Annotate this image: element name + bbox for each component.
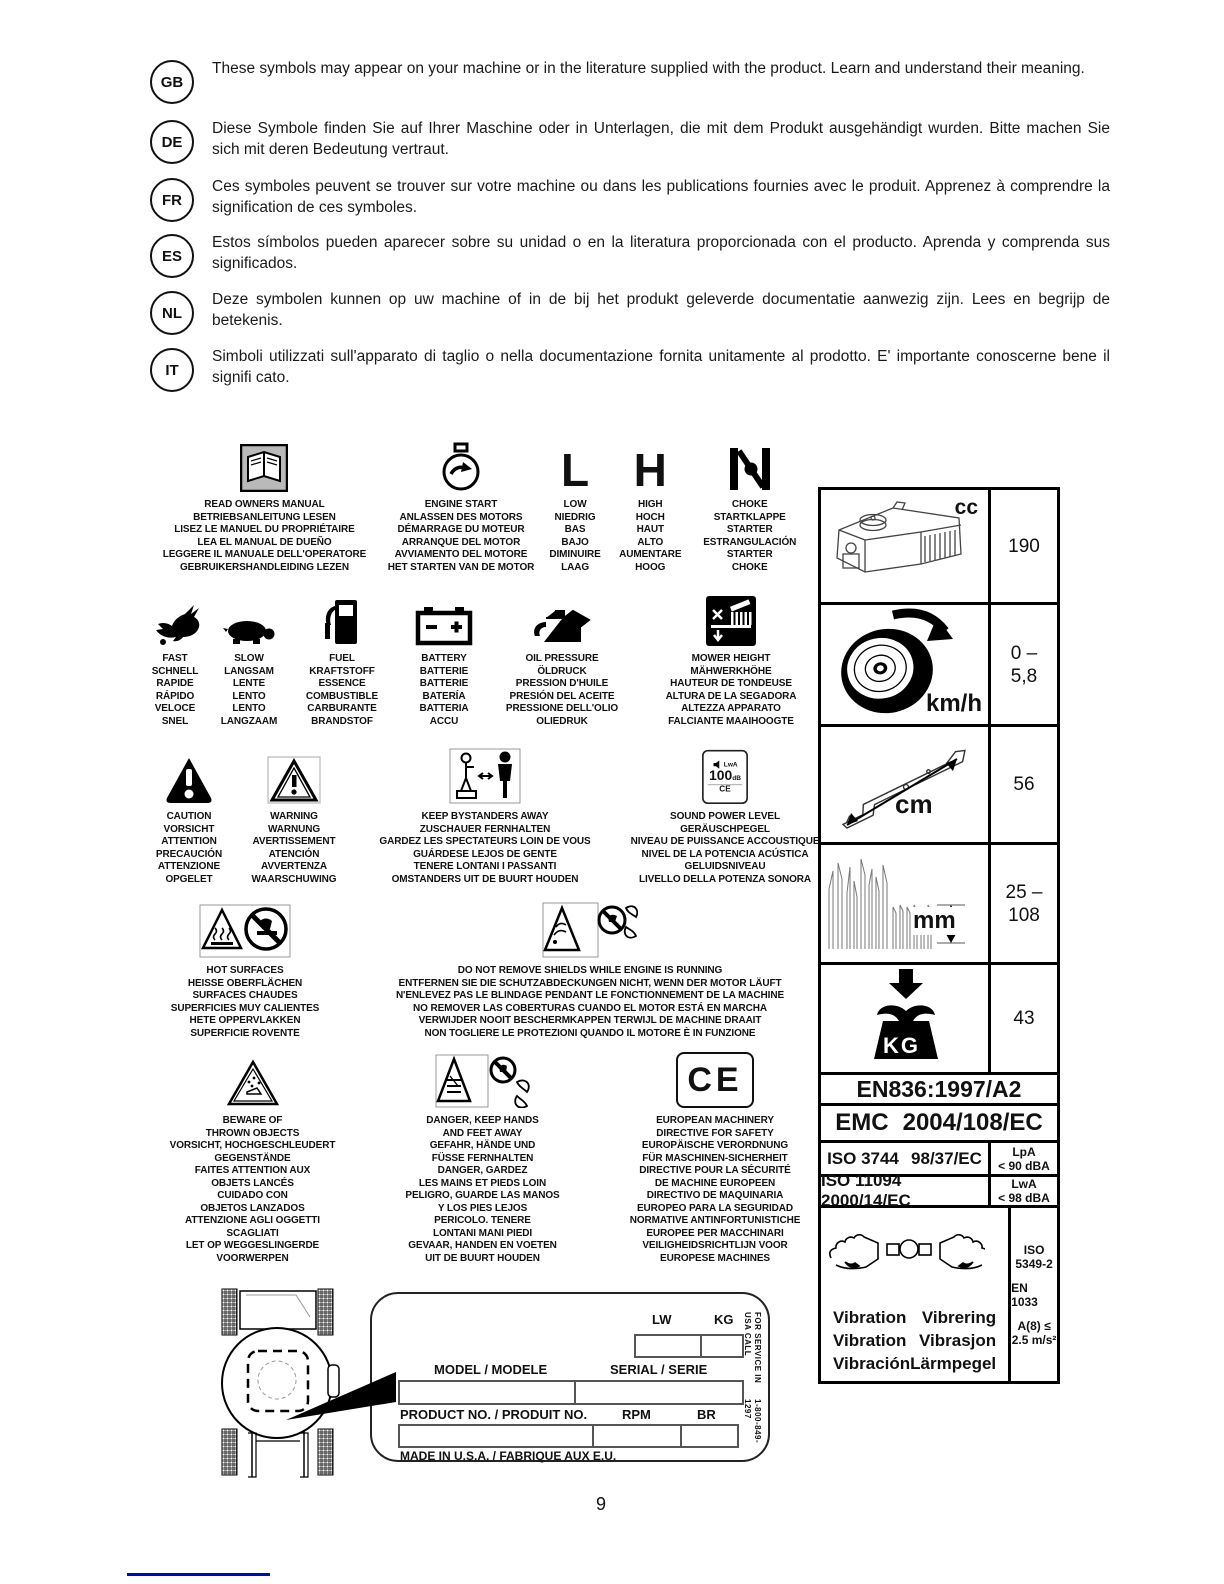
hot-surfaces-label: HOT SURFACES HEISSE OBERFLÄCHEN SURFACES CHAUDES SUPERFICIES MUY CALIENTES HETE OPPERVLAKKEN SUPERFICIE ROVENTE xyxy=(170,965,320,1039)
high-icon: H xyxy=(633,444,667,496)
iso3744-number: 98/37/EC xyxy=(911,1148,982,1168)
grass-drawing xyxy=(821,845,988,962)
mower-height-icon xyxy=(706,596,756,646)
symbol-oil-pressure xyxy=(492,596,632,728)
symbol-row-2 xyxy=(140,596,830,728)
plate-service-text: FOR SERVICE IN USA CALL 1-800-849-1297 xyxy=(743,1312,762,1444)
ce-directive-label: EUROPEAN MACHINERY DIRECTIVE FOR SAFETY EUROPÄISCHE VERORDNUNG FÜR MASCHINEN-SICHERHEIT DIRECTIVE POUR LA SÉCURITÉ DE MACHINE EUROPEEN DIRECTIVO DE MAQUINARIA EUROPEO PARA LA SEGURIDAD NORMATIVE ANTINFORTUNISTICHE EUROPEE PER MACCHINARI VEILIGHEIDSRICHTLIJN VOOR EUROPESE MACHINES xyxy=(629,1115,801,1264)
symbol-warning xyxy=(238,748,350,886)
sound-ce-text: CE xyxy=(708,784,742,794)
intro-text-de: Diese Symbole finden Sie auf Ihrer Maschine oder in Unterlagen, die mit dem Produkt ausgehändigt wurden. Bitte machen Sie sich mit deren Bedeutung vertraut. xyxy=(212,120,1110,158)
symbol-read-manual xyxy=(148,440,381,574)
no-shields-icon xyxy=(542,898,638,958)
lpa-cell: LpA < 90 dBA xyxy=(988,1143,1057,1174)
unit-cm: cm xyxy=(895,789,933,819)
emc-label: EMC xyxy=(835,1109,889,1136)
oil-can-icon xyxy=(530,596,594,646)
plate-rpm-label: RPM xyxy=(622,1407,651,1422)
symbol-caution xyxy=(140,748,238,886)
hot-surfaces-icon xyxy=(199,898,291,958)
lang-badge-nl: NL xyxy=(150,291,194,335)
choke-icon xyxy=(727,440,773,492)
symbol-fast xyxy=(140,596,210,728)
choke-label: CHOKE STARTKLAPPE STARTER ESTRANGULACIÓN STARTER CHOKE xyxy=(703,499,797,573)
ce-mark-icon xyxy=(676,1052,754,1108)
thrown-objects-icon xyxy=(227,1052,279,1108)
symbol-ce-directive xyxy=(600,1052,830,1265)
plate-model-label: MODEL / MODELE xyxy=(434,1362,548,1377)
intro-text-fr: Ces symboles peuvent se trouver sur votre machine ou dans les publications fournies avec le produit. Apprenez à comprendre la signification de ces symboles. xyxy=(212,178,1110,216)
serial-plate xyxy=(370,1292,770,1462)
caution-label: CAUTION VORSICHT ATTENTION PRECAUCIÓN ATTENZIONE OPGELET xyxy=(155,811,223,885)
battery-label: BATTERY BATTERIE BATTERIE BATERÍA BATTERIA ACCU xyxy=(419,653,469,727)
weight-drawing xyxy=(821,965,988,1072)
lang-badge-it: IT xyxy=(150,348,194,392)
callout-wedge xyxy=(278,1358,398,1428)
symbol-sound-power xyxy=(620,748,830,886)
spec-vibration xyxy=(821,1208,1057,1381)
blade-drawing xyxy=(821,727,988,842)
plate-lw-kg-box xyxy=(634,1334,744,1358)
iso11094-label: ISO 11094 2000/14/EC xyxy=(821,1171,911,1210)
read-manual-label: READ OWNERS MANUAL BETRIEBSANLEITUNG LESEN LISEZ LE MANUEL DU PROPRIÉTAIRE LEA EL MANUAL DE DUEÑO LEGGERE IL MANUALE DELL'OPERATORE GEBRUIKERSHANDLEIDING LEZEN xyxy=(162,499,367,573)
intro-de xyxy=(150,118,1110,164)
intro-nl xyxy=(150,289,1110,335)
plate-kg-label: KG xyxy=(714,1312,734,1327)
keep-bystanders-label: KEEP BYSTANDERS AWAY ZUSCHAUER FERNHALTEN GARDEZ LES SPECTATEURS LOIN DE VOUS GUÁRDESE LEJOS DE GENTE TENERE LONTANI I PASSANTI OMSTANDERS UIT DE BUURT HOUDEN xyxy=(379,811,591,885)
intro-text-it: Simboli utilizzati sull'apparato di taglio o nella documentazione fornita unitamente al prodotto. E' importante conoscerne bene il signifi cato. xyxy=(212,348,1110,386)
lang-badge-gb: GB xyxy=(150,60,194,104)
battery-icon xyxy=(415,596,473,646)
wheel-drawing xyxy=(821,605,988,724)
plate-product-box xyxy=(398,1424,739,1448)
vibration-hands-icon xyxy=(825,1216,985,1278)
spec-row-weight xyxy=(821,965,1057,1075)
mower-height-label: MOWER HEIGHT MÄHWERKHÖHE HAUTEUR DE TONDEUSE ALTURA DE LA SEGADORA ALTEZZA APPARATO FALCIANTE MAAIHOOGTE xyxy=(665,653,797,727)
lang-badge-fr: FR xyxy=(150,178,194,222)
intro-es xyxy=(150,232,1110,278)
rabbit-icon xyxy=(149,596,201,646)
hands-feet-icon xyxy=(435,1052,531,1108)
symbol-no-shields xyxy=(350,898,830,1040)
thrown-objects-label: BEWARE OF THROWN OBJECTS VORSICHT, HOCHGESCHLEUDERT GEGENSTÄNDE FAITES ATTENTION AUX OBJETS LANCÉS CUIDADO CON OBJETOS LANZADOS ATTENZIONE AGLI OGGETTI SCAGLIATI LET OP WEGGESLINGERDE VOORWERPEN xyxy=(169,1115,336,1264)
symbol-row-3 xyxy=(140,748,830,886)
symbol-hands-feet xyxy=(365,1052,600,1265)
plate-lw-label: LW xyxy=(652,1312,672,1327)
plate-product-label: PRODUCT NO. / PRODUIT NO. xyxy=(400,1407,588,1422)
symbol-low xyxy=(541,440,609,574)
spec-value-blade: 56 xyxy=(988,727,1057,842)
symbol-slow xyxy=(210,596,288,728)
plate-br-label: BR xyxy=(697,1407,716,1422)
lang-badge-de: DE xyxy=(150,120,194,164)
spec-table xyxy=(818,487,1060,1384)
engine-drawing xyxy=(821,490,988,602)
plate-made-label: MADE IN U.S.A. / FABRIQUE AUX E.U. xyxy=(400,1449,617,1463)
iso3744-label: ISO 3744 xyxy=(827,1148,899,1168)
plate-serial-label: SERIAL / SERIE xyxy=(610,1362,708,1377)
caution-icon xyxy=(164,748,214,804)
high-label: HIGH HOCH HAUT ALTO AUMENTARE HOOG xyxy=(619,499,682,573)
keep-bystanders-icon xyxy=(449,748,521,804)
low-icon: L xyxy=(560,444,590,496)
spec-emc xyxy=(821,1106,1057,1143)
footer-line xyxy=(127,1573,270,1576)
lwa-cell: LwA < 98 dBA xyxy=(988,1177,1057,1205)
unit-mm: mm xyxy=(913,907,956,934)
slow-label: SLOW LANGSAM LENTE LENTO LENTO LANGZAAM xyxy=(220,653,278,727)
symbol-mower-height xyxy=(632,596,830,728)
engine-start-label: ENGINE START ANLASSEN DES MOTORS DÉMARRAGE DU MOTEUR ARRANQUE DEL MOTOR AVVIAMENTO DEL MOTORE HET STARTEN VAN DE MOTOR xyxy=(387,499,535,573)
oil-pressure-label: OIL PRESSURE ÖLDRUCK PRESSION D'HUILE PRESIÓN DEL ACEITE PRESSIONE DELL'OLIO OLIEDRUK xyxy=(505,653,619,727)
symbol-keep-bystanders xyxy=(350,748,620,886)
intro-text-es: Estos símbolos pueden aparecer sobre su unidad o en la literatura proporcionada con el producto. Aprenda y comprenda sus significados. xyxy=(212,234,1110,272)
warning-icon xyxy=(267,748,321,804)
engine-start-icon xyxy=(439,440,483,492)
plate-model-serial-box xyxy=(398,1380,744,1405)
page-number: 9 xyxy=(596,1494,607,1514)
symbol-hot-surfaces xyxy=(140,898,350,1040)
read-manual-icon xyxy=(240,440,288,492)
lang-badge-es: ES xyxy=(150,234,194,278)
intro-text-gb: These symbols may appear on your machine or in the literature supplied with the product. Learn and understand their meaning. xyxy=(212,60,1085,77)
symbol-high xyxy=(609,440,692,574)
symbol-fuel xyxy=(288,596,396,728)
vibration-cell: Vibration Vibrering Vibration Vibrasjon Vibración Lärmpegel xyxy=(821,1208,1008,1381)
low-label: LOW NIEDRIG BAS BAJO DIMINUIRE LAAG xyxy=(549,499,601,573)
warning-label: WARNING WARNUNG AVERTISSEMENT ATENCIÓN AVVERTENZA WAARSCHUWING xyxy=(251,811,337,885)
symbol-engine-start xyxy=(381,440,541,574)
unit-kg: KG xyxy=(883,1033,920,1058)
symbol-battery xyxy=(396,596,492,728)
ce-mark-text: CE xyxy=(687,1060,743,1099)
symbol-choke xyxy=(692,440,808,574)
spec-en836: EN836:1997/A2 xyxy=(821,1075,1057,1106)
hands-feet-label: DANGER, KEEP HANDS AND FEET AWAY GEFAHR, HÄNDE UND FÜSSE FERNHALTEN DANGER, GARDEZ LES MAINS ET PIEDS LOIN PELIGRO, GUARDE LAS MANOS Y LOS PIES LEJOS PERICOLO. TENERE LONTANI MANI PIEDI GEVAAR, HANDEN EN VOETEN UIT DE BUURT HOUDEN xyxy=(405,1115,560,1264)
symbol-thrown-objects xyxy=(140,1052,365,1265)
intro-text-nl: Deze symbolen kunnen op uw machine of in de bij het produkt geleverde documentatie aanwezig zijn. Lees en begrijp de betekenis. xyxy=(212,291,1110,329)
sound-lwa-text: LwA xyxy=(723,760,738,768)
fuel-label: FUEL KRAFTSTOFF ESSENCE COMBUSTIBLE CARBURANTE BRANDSTOF xyxy=(305,653,379,727)
vibration-standards-cell: ISO 5349-2 EN 1033 A(8) ≤ 2.5 m/s² xyxy=(1008,1208,1057,1381)
sound-power-label: SOUND POWER LEVEL GERÄUSCHPEGEL NIVEAU DE PUISSANCE ACCOUSTIQUE NIVEL DE LA POTENCIA ACÚSTICA GELUIDSNIVEAU LIVELLO DELLA POTENZA SONORA xyxy=(630,811,820,885)
intro-it xyxy=(150,346,1110,392)
symbol-row-4 xyxy=(140,898,830,1040)
fuel-pump-icon xyxy=(323,596,361,646)
symbol-row-1 xyxy=(148,440,808,574)
sound-value: 100 xyxy=(708,767,733,784)
intro-gb xyxy=(150,58,1110,104)
spec-value-height: 25 – 108 xyxy=(988,845,1057,962)
emc-number: 2004/108/EC xyxy=(902,1109,1043,1136)
intro-fr xyxy=(150,176,1110,222)
spec-iso11094 xyxy=(821,1171,1057,1210)
spec-row-speed xyxy=(821,605,1057,727)
turtle-icon xyxy=(222,596,276,646)
unit-cc: cc xyxy=(954,496,978,519)
unit-kmh: km/h xyxy=(925,690,982,717)
no-shields-label: DO NOT REMOVE SHIELDS WHILE ENGINE IS RUNNING ENTFERNEN SIE DIE SCHUTZABDECKUNGEN NICHT, WENN DER MOTOR LÄUFT N'ENLEVEZ PAS LE BLINDAGE PENDANT LE FONCTIONNEMENT DE LA MACHINE NO REMOVER LAS COBERTURAS CUANDO EL MOTOR ESTÁ EN MARCHA VERWIJDER NOOIT BESCHERMKAPPEN TERWIJL DE MACHINE DRAAIT NON TOGLIERE LE PROTEZIONI QUANDO IL MOTORE È IN FUNZIONE xyxy=(395,965,785,1039)
sound-unit: dB xyxy=(732,774,742,782)
spec-value-weight: 43 xyxy=(988,965,1057,1072)
symbol-row-5 xyxy=(140,1052,830,1265)
spec-value-speed: 0 – 5,8 xyxy=(988,605,1057,724)
fast-label: FAST SCHNELL RAPIDE RÁPIDO VELOCE SNEL xyxy=(151,653,199,727)
spec-value-cc: 190 xyxy=(988,490,1057,602)
sound-power-icon xyxy=(697,748,753,804)
spec-row-engine xyxy=(821,490,1057,605)
spec-row-height xyxy=(821,845,1057,965)
spec-row-blade xyxy=(821,727,1057,845)
